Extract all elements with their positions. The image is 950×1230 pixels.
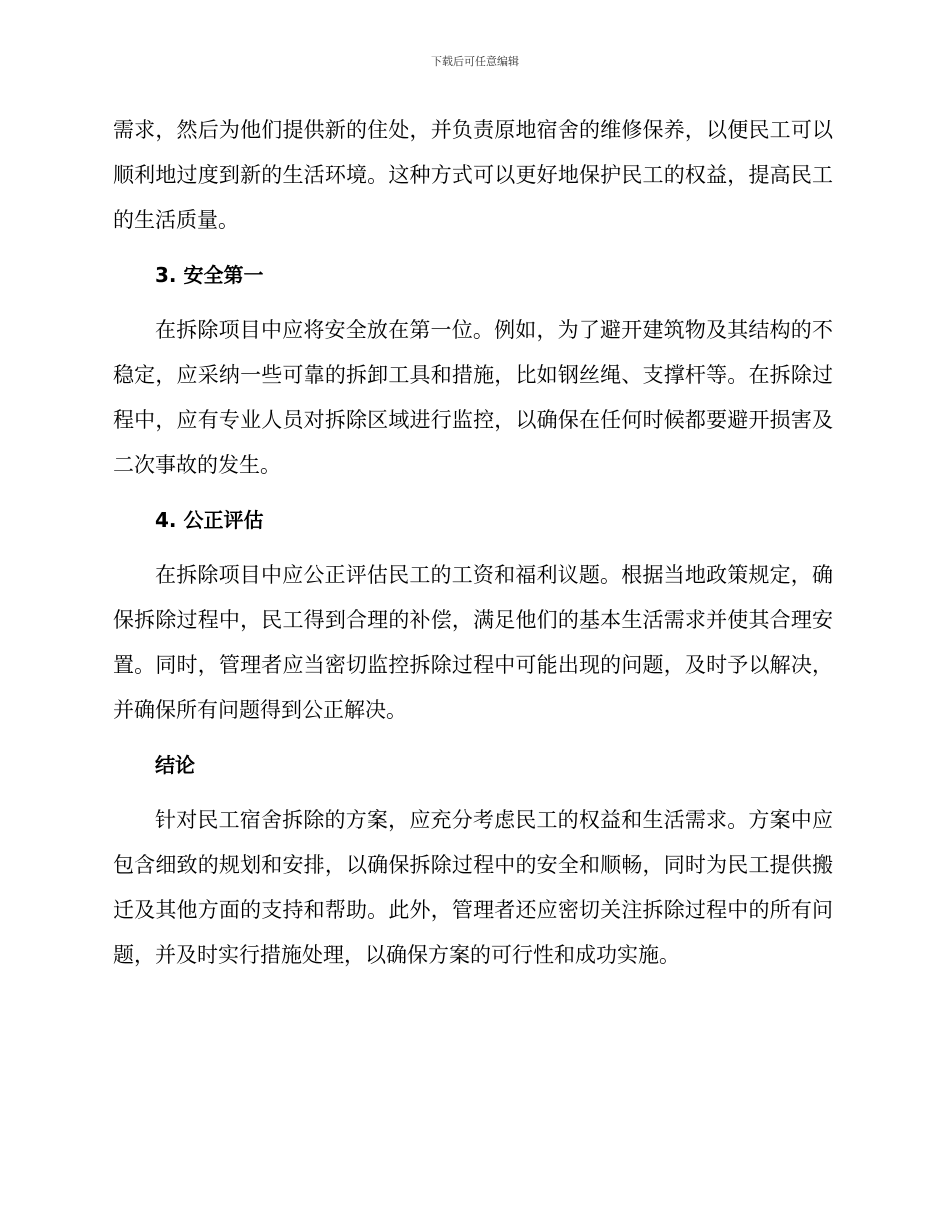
section-heading-safety: 3. 安全第一: [155, 263, 264, 287]
section-heading-fair-assessment: 4. 公正评估: [155, 508, 264, 532]
paragraph-conclusion: 针对民工宿舍拆除的方案，应充分考虑民工的权益和生活需求。方案中应包含细致的规划和安排，以确保拆除过程中的安全和顺畅，同时为民工提供搬迁及其他方面的支持和帮助。此外，管理者还应密切关注拆除过程中的所有问题，并及时实行措施处理，以确保方案的可行性和成功实施。: [113, 808, 833, 967]
paragraph-fair-assessment: 在拆除项目中应公正评估民工的工资和福利议题。根据当地政策规定，确保拆除过程中，民工得到合理的补偿，满足他们的基本生活需求并使其合理安置。同时，管理者应当密切监控拆除过程中可能出现的问题，及时予以解决，并确保所有问题得到公正解决。: [113, 563, 833, 722]
document-body: [113, 108, 833, 988]
page-header: 下载后可任意编辑: [431, 55, 519, 68]
paragraph-safety: 在拆除项目中应将安全放在第一位。例如，为了避开建筑物及其结构的不稳定，应采纳一些可靠的拆卸工具和措施，比如钢丝绳、支撑杆等。在拆除过程中，应有专业人员对拆除区域进行监控，以确保在任何时候都要避开损害及二次事故的发生。: [113, 318, 833, 477]
section-heading-conclusion: 结论: [155, 753, 195, 777]
paragraph-continuation: 需求，然后为他们提供新的住处，并负责原地宿舍的维修保养，以便民工可以顺利地过度到新的生活环境。这种方式可以更好地保护民工的权益，提高民工的生活质量。: [113, 118, 833, 232]
